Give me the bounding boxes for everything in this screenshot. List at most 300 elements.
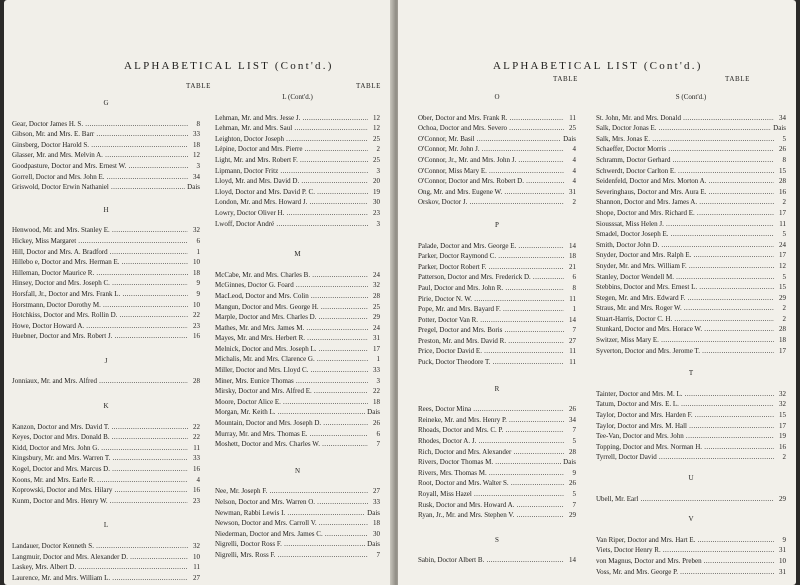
table-number: 20: [373, 177, 380, 186]
table-number: 32: [373, 281, 380, 290]
guest-name: Laskey, Mrs. Albert D. .....: [12, 562, 188, 573]
list-item: [418, 134, 576, 145]
table-number: 25: [373, 134, 380, 143]
list-item: [596, 240, 786, 251]
guest-name: Landauer, Doctor Kenneth S. .....: [12, 541, 188, 552]
table-number: 5: [782, 134, 786, 143]
table-number: 7: [572, 426, 576, 435]
list-item: [215, 302, 380, 313]
list-item: [12, 289, 200, 300]
guest-name: Lloyd, Doctor and Mrs. David P. C. .....: [215, 187, 368, 198]
list-item: [215, 176, 380, 187]
table-number: 31: [779, 567, 786, 576]
section-letter: J: [104, 356, 108, 365]
table-number: 32: [779, 400, 786, 409]
table-number: Dais: [367, 508, 380, 517]
guest-name: Pirie, Doctor N. W. .....: [418, 294, 564, 305]
list-item: [596, 113, 786, 124]
guest-name: Schramm, Doctor Gerhard .....: [596, 155, 774, 166]
guest-name: Tee-Van, Doctor and Mrs. John .....: [596, 431, 774, 442]
table-number: 3: [196, 161, 200, 170]
table-number: 5: [572, 490, 576, 498]
guest-name: Rees, Doctor Mina .....: [418, 404, 564, 415]
list-item: [596, 452, 786, 463]
guest-name: MacLeod, Doctor and Mrs. Colin .....: [215, 291, 368, 302]
list-item: [215, 291, 380, 302]
list-item: [596, 261, 786, 272]
guest-name: Koprowski, Doctor and Mrs. Hilary .....: [12, 485, 188, 496]
table-number: 8: [196, 119, 200, 128]
table-number: 14: [569, 556, 576, 565]
guest-name: Stuart-Harris, Doctor C. H. .....: [596, 314, 774, 325]
table-number: 18: [779, 336, 786, 345]
guest-name: Lehman, Mr. and Mrs. Saul .....: [215, 123, 368, 134]
list-item: [596, 155, 786, 166]
guest-name: Smadel, Doctor Joseph E. .....: [596, 229, 774, 240]
guest-name: Kogel, Doctor and Mrs. Marcus D. .....: [12, 464, 188, 475]
guest-name: Ubell, Mr. Earl .....: [596, 494, 774, 505]
table-number: 33: [373, 366, 380, 375]
table-number: 11: [193, 443, 200, 452]
list-item: [596, 208, 786, 219]
table-number: 2: [782, 304, 786, 313]
table-number: 1: [572, 305, 576, 314]
list-item: [596, 535, 786, 546]
table-number: 11: [569, 347, 576, 356]
table-number: 1: [196, 247, 200, 256]
guest-name: Kingsbury, Mr. and Mrs. Warren T. .....: [12, 453, 188, 464]
list-item: [215, 155, 380, 166]
table-number: Dais: [367, 540, 380, 549]
list-item: [596, 272, 786, 283]
table-number: 4: [572, 166, 576, 175]
table-number: 5: [782, 230, 786, 239]
table-number: 26: [373, 419, 380, 428]
list-item: [215, 429, 380, 440]
table-number: 32: [779, 389, 786, 398]
guest-name: Laurence, Mr. and Mrs. William L. .....: [12, 573, 188, 584]
table-number: 14: [569, 241, 576, 250]
table-number: 26: [569, 405, 576, 414]
table-header: TABLE: [725, 75, 750, 83]
table-number: Dais: [367, 408, 380, 417]
table-number: 15: [779, 283, 786, 292]
list-item: [12, 453, 200, 464]
table-number: 2: [572, 198, 576, 207]
list-item: [12, 257, 200, 268]
guest-name: Reineke, Mr. and Mrs. Henry P. .....: [418, 415, 564, 426]
page-title: ALPHABETICAL LIST (Cont'd.): [493, 60, 703, 72]
table-number: 9: [196, 289, 200, 298]
guest-name: Henwood, Mr. and Mrs. Stanley E. .....: [12, 225, 188, 236]
list-item: [418, 415, 576, 426]
guest-name: Lwoff, Doctor André .....: [215, 219, 368, 230]
table-number: 24: [373, 270, 380, 279]
list-item: [12, 541, 200, 552]
list-item: [12, 278, 200, 289]
guest-name: Mathes, Mr. and Mrs. James M. .....: [215, 323, 368, 334]
guest-name: Topping, Doctor and Mrs. Norman H. .....: [596, 442, 774, 453]
table-number: 28: [779, 325, 786, 334]
table-number: 14: [569, 315, 576, 324]
section-letter: U: [688, 474, 694, 482]
guest-name: Voss, Mr. and Mrs. George P. .....: [596, 567, 774, 578]
guest-name: Newson, Doctor and Mrs. Carroll V. .....: [215, 518, 368, 529]
table-number: 16: [193, 332, 200, 341]
guest-name: Potter, Doctor Van R. .....: [418, 315, 564, 326]
table-number: 3: [376, 376, 380, 385]
table-number: 15: [779, 411, 786, 420]
guest-name: St. John, Mr. and Mrs. Donald .....: [596, 113, 774, 124]
list-item: [418, 457, 576, 468]
list-item: [596, 410, 786, 421]
list-item: [418, 510, 576, 521]
guest-name: London, Mr. and Mrs. Howard J. .....: [215, 197, 368, 208]
guest-name: Hickey, Miss Margaret .....: [12, 236, 188, 247]
guest-name: Schwerdt, Doctor Carlton E. .....: [596, 166, 774, 177]
guest-name: Lépine, Doctor and Mrs. Pierre .....: [215, 144, 368, 155]
table-number: 6: [196, 236, 200, 245]
list-item: [596, 197, 786, 208]
guest-name: Mangun, Doctor and Mrs. George H. .....: [215, 302, 368, 313]
list-item: [596, 134, 786, 145]
table-number: Dais: [563, 134, 576, 143]
guest-name: Kunm, Doctor and Mrs. Henry W. .....: [12, 496, 188, 507]
section-letter: M: [294, 250, 301, 259]
table-number: 7: [572, 500, 576, 509]
table-number: 2: [782, 453, 786, 462]
list-item: [12, 552, 200, 563]
page-title: ALPHABETICAL LIST (Cont'd.): [124, 60, 334, 72]
section-letter: L: [103, 521, 109, 530]
section-letter: L (Cont'd.): [282, 93, 313, 101]
table-number: 15: [779, 166, 786, 175]
list-item: [418, 144, 576, 155]
left-column-2: [215, 92, 380, 561]
list-item: [596, 282, 786, 293]
guest-name: Switzer, Miss Mary E. .....: [596, 335, 774, 346]
list-item: [215, 219, 380, 230]
list-item: [215, 134, 380, 145]
list-item: [215, 418, 380, 429]
list-item: [12, 268, 200, 279]
guest-name: Stegen, Mr. and Mrs. Edward F. .....: [596, 293, 774, 304]
list-item: [596, 399, 786, 410]
guest-name: Preston, Mr. and Mrs. David R. .....: [418, 336, 564, 347]
table-number: 34: [569, 415, 576, 424]
table-number: 4: [572, 177, 576, 186]
table-number: 26: [779, 145, 786, 154]
table-number: 9: [196, 279, 200, 288]
guest-name: Salk, Mrs. Jonas E. .....: [596, 134, 774, 145]
section-letter: N: [294, 466, 301, 475]
left-column-1: [12, 98, 200, 583]
list-item: [596, 303, 786, 314]
table-number: 3: [376, 166, 380, 175]
table-number: 12: [779, 261, 786, 270]
guest-name: Tatum, Doctor and Mrs. E. L. .....: [596, 399, 774, 410]
guest-name: Melnick, Doctor and Mrs. Joseph L. .....: [215, 344, 368, 355]
guest-name: Ober, Doctor and Mrs. Frank R. .....: [418, 113, 564, 124]
guest-name: Ochoa, Doctor and Mrs. Severo .....: [418, 123, 564, 134]
guest-name: Keyes, Doctor and Mrs. Donald B. .....: [12, 432, 188, 443]
guest-name: Hotchkiss, Doctor and Mrs. Rollin D. .....: [12, 310, 188, 321]
table-number: Dais: [563, 458, 576, 467]
guest-name: Nelson, Doctor and Mrs. Warren O. .....: [215, 497, 368, 508]
guest-name: Snyder, Doctor and Mrs. Ralph E. .....: [596, 250, 774, 261]
list-item: [418, 123, 576, 134]
table-number: 33: [193, 454, 200, 463]
guest-name: Lehman, Mr. and Mrs. Jesse J. .....: [215, 113, 368, 124]
table-number: 28: [569, 447, 576, 456]
guest-name: Gear, Doctor James H. S. .....: [12, 119, 188, 130]
list-item: [215, 208, 380, 219]
list-item: [418, 176, 576, 187]
guest-name: Glasser, Mr. and Mrs. Melvin A. .....: [12, 150, 188, 161]
table-number: 1: [376, 355, 380, 364]
list-item: [418, 283, 576, 294]
table-number: 22: [193, 311, 200, 320]
guest-name: Niederman, Doctor and Mrs. James C. .....: [215, 529, 368, 540]
guest-name: O'Connor, Doctor and Mrs. Robert D. .....: [418, 176, 564, 187]
guest-name: O'Connor, Jr., Mr. and Mrs. John J. .....: [418, 155, 564, 166]
guest-name: Severinghaus, Doctor and Mrs. Aura E. .....: [596, 187, 774, 198]
guest-name: O'Connor, Mr. John J. .....: [418, 144, 564, 155]
guest-name: Ginsberg, Doctor Harold S. .....: [12, 140, 188, 151]
guest-name: Puck, Doctor Theodore T. .....: [418, 357, 564, 368]
guest-name: Hillebo e, Doctor and Mrs. Herman E. .....: [12, 257, 188, 268]
list-item: [418, 272, 576, 283]
guest-name: Kidd, Doctor and Mrs. John G. .....: [12, 443, 188, 454]
table-header: TABLE: [356, 82, 381, 90]
table-number: 24: [373, 323, 380, 332]
guest-name: Price, Doctor David E. .....: [418, 346, 564, 357]
list-item: [596, 335, 786, 346]
list-item: [12, 225, 200, 236]
list-item: [596, 219, 786, 230]
table-number: 29: [779, 293, 786, 302]
guest-name: Koons, Mr. and Mrs. Earle R. .....: [12, 475, 188, 486]
guest-name: Nee, Mr. Joseph F. .....: [215, 486, 368, 497]
table-number: 18: [193, 140, 200, 149]
table-number: 7: [572, 326, 576, 335]
section-letter: S (Cont'd.): [675, 93, 707, 101]
left-page: [4, 0, 394, 585]
guest-name: Huebner, Doctor and Mrs. Robert J. .....: [12, 331, 188, 342]
list-item: [418, 436, 576, 447]
list-item: [215, 280, 380, 291]
list-item: [215, 397, 380, 408]
guest-name: Rich, Doctor and Mrs. Alexander .....: [418, 447, 564, 458]
table-number: 31: [373, 334, 380, 343]
guest-name: Horsfall, Jr., Doctor and Mrs. Frank L. .....: [12, 289, 188, 300]
table-number: 9: [572, 468, 576, 477]
table-number: 32: [193, 542, 200, 550]
table-number: 33: [373, 498, 380, 506]
list-item: [596, 293, 786, 304]
guest-name: Morgan, Mr. Keith L. .....: [215, 407, 365, 418]
guest-name: Rusk, Doctor and Mrs. Howard A. .....: [418, 500, 564, 511]
list-item: [418, 315, 576, 326]
table-number: 11: [569, 358, 576, 367]
guest-name: Langmuir, Doctor and Mrs. Alexander D. .....: [12, 552, 188, 563]
guest-name: McGinnes, Doctor G. Foard .....: [215, 280, 368, 291]
guest-name: Straus, Mr. and Mrs. Roger W. .....: [596, 303, 774, 314]
guest-name: Mirsky, Doctor and Mrs. Alfred E. .....: [215, 386, 368, 397]
list-item: [215, 333, 380, 344]
table-number: 16: [779, 187, 786, 196]
list-item: [596, 250, 786, 261]
guest-name: Stanley, Doctor Wendell M. .....: [596, 272, 774, 283]
guest-name: Goodpasture, Doctor and Mrs. Ernest W. .....: [12, 161, 188, 172]
table-number: 11: [569, 113, 576, 122]
guest-name: Parker, Doctor Raymond C. .....: [418, 251, 564, 262]
guest-name: Miller, Doctor and Mrs. Lloyd C. .....: [215, 365, 368, 376]
list-item: [418, 404, 576, 415]
list-item: [596, 494, 786, 505]
guest-name: Shannon, Doctor and Mrs. James A. .....: [596, 197, 774, 208]
table-number: 12: [373, 124, 380, 133]
list-item: [12, 475, 200, 486]
guest-name: Orskov, Doctor J. .....: [418, 197, 564, 208]
list-item: [418, 447, 576, 458]
list-item: [418, 336, 576, 347]
table-number: 5: [782, 272, 786, 281]
list-item: [215, 354, 380, 365]
table-number: 10: [193, 552, 200, 561]
list-item: [215, 344, 380, 355]
list-item: [12, 140, 200, 151]
table-number: 27: [193, 573, 200, 582]
list-item: [596, 431, 786, 442]
table-number: 17: [779, 251, 786, 260]
list-item: [12, 172, 200, 183]
guest-name: Pope, Mr. and Mrs. Bayard F. .....: [418, 304, 564, 315]
table-number: 5: [572, 437, 576, 446]
list-item: [596, 556, 786, 567]
list-item: [215, 497, 380, 508]
section-letter: G: [103, 99, 109, 107]
table-number: 28: [373, 291, 380, 300]
list-item: [596, 187, 786, 198]
guest-name: Salk, Doctor Jonas E. .....: [596, 123, 771, 134]
section-letter: K: [103, 402, 109, 411]
guest-name: Light, Mr. and Mrs. Robert F. .....: [215, 155, 368, 166]
table-number: 11: [569, 294, 576, 303]
table-number: 2: [782, 198, 786, 207]
list-item: [215, 270, 380, 281]
table-number: 2: [782, 314, 786, 323]
list-item: [596, 545, 786, 556]
table-number: 25: [373, 302, 380, 311]
list-item: [418, 197, 576, 208]
list-item: [418, 262, 576, 273]
guest-name: Newman, Rabbi Lewis I. .....: [215, 508, 365, 519]
table-number: 17: [779, 208, 786, 217]
list-item: [215, 187, 380, 198]
list-item: [215, 550, 380, 561]
list-item: [596, 314, 786, 325]
section-letter: R: [494, 384, 500, 393]
section-letter: O: [494, 93, 500, 101]
table-number: 31: [779, 546, 786, 555]
list-item: [596, 421, 786, 432]
section-letter: H: [103, 205, 109, 214]
guest-name: Shope, Doctor and Mrs. Richard E. .....: [596, 208, 774, 219]
guest-name: Gorrell, Doctor and Mrs. John E. .....: [12, 172, 188, 183]
list-item: [215, 407, 380, 418]
guest-name: Paul, Doctor and Mrs. John R. .....: [418, 283, 564, 294]
table-number: 18: [373, 397, 380, 406]
table-number: 28: [779, 177, 786, 186]
guest-name: Moshett, Doctor and Mrs. Charles W. .....: [215, 439, 368, 450]
table-number: 29: [373, 313, 380, 322]
table-number: 8: [572, 283, 576, 292]
table-number: 25: [373, 155, 380, 164]
guest-name: Marple, Doctor and Mrs. Charles D. .....: [215, 312, 368, 323]
list-item: [215, 123, 380, 134]
table-number: 8: [782, 155, 786, 164]
table-number: 4: [572, 155, 576, 164]
table-number: 29: [569, 511, 576, 520]
table-number: 31: [569, 187, 576, 196]
guest-name: Tyrrell, Doctor David .....: [596, 452, 774, 463]
list-item: [418, 155, 576, 166]
table-number: 27: [569, 336, 576, 345]
list-item: [418, 357, 576, 368]
list-item: [12, 247, 200, 258]
guest-name: Taylor, Doctor and Mrs. M. Hall .....: [596, 421, 774, 432]
guest-name: Smith, Doctor John D. .....: [596, 240, 774, 251]
list-item: [215, 376, 380, 387]
guest-name: O'Connor, Miss Mary E. .....: [418, 166, 564, 177]
list-item: [215, 486, 380, 497]
guest-name: Pregel, Doctor and Mrs. Boris .....: [418, 325, 564, 336]
table-number: 22: [193, 433, 200, 442]
list-item: [418, 555, 576, 566]
table-number: 17: [779, 346, 786, 355]
table-number: 30: [373, 529, 380, 538]
list-item: [418, 113, 576, 124]
guest-name: McCabe, Mr. and Mrs. Charles B. .....: [215, 270, 368, 281]
table-number: 29: [779, 494, 786, 503]
list-item: [596, 229, 786, 240]
guest-name: Ong, Mr. and Mrs. Eugene W. .....: [418, 187, 564, 198]
table-number: 4: [572, 145, 576, 154]
list-item: [596, 144, 786, 155]
guest-name: Siousssat, Miss Helen J. .....: [596, 219, 774, 230]
guest-name: Hilleman, Doctor Maurice R. .....: [12, 268, 188, 279]
guest-name: Griswold, Doctor Erwin Nathaniel .....: [12, 182, 185, 193]
table-number: Dais: [773, 124, 786, 133]
guest-name: Howe, Doctor Howard A. .....: [12, 321, 188, 332]
table-number: 16: [193, 486, 200, 495]
list-item: [596, 166, 786, 177]
table-number: 30: [373, 198, 380, 207]
guest-name: Michalis, Mr. and Mrs. Clarence G. .....: [215, 354, 368, 365]
table-number: 9: [782, 535, 786, 544]
list-item: [215, 529, 380, 540]
guest-name: Gibson, Mr. and Mrs. E. Barr .....: [12, 129, 188, 140]
table-number: 18: [569, 252, 576, 261]
table-number: 10: [193, 258, 200, 267]
guest-name: Mayes, Mr. and Mrs. Herbert R. .....: [215, 333, 368, 344]
list-item: [418, 489, 576, 500]
table-number: 11: [779, 219, 786, 228]
guest-name: Hill, Doctor and Mrs. A. Bradford .....: [12, 247, 188, 258]
guest-name: Ryan, Jr., Mr. and Mrs. Stephen V. .....: [418, 510, 564, 521]
list-item: [418, 325, 576, 336]
